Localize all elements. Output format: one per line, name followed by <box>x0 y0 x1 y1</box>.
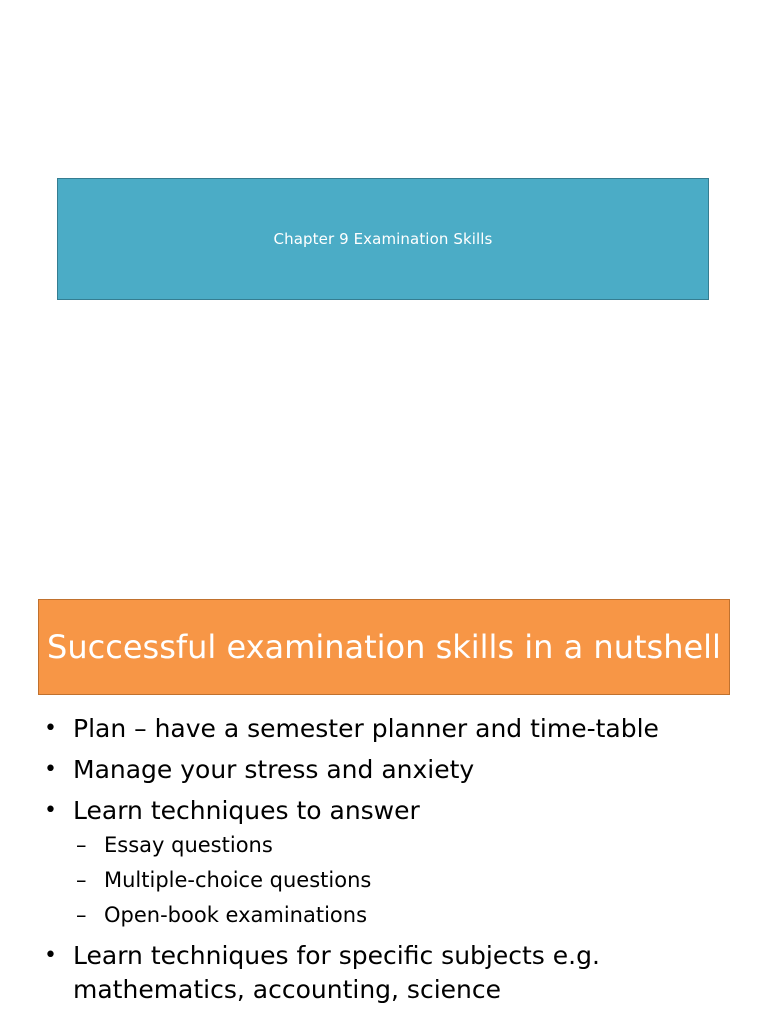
sub-bullet-item <box>44 901 744 929</box>
chapter-title-box <box>57 178 709 300</box>
chapter-title: Chapter 9 Examination Skills <box>273 230 493 248</box>
sub-bullet-item <box>44 866 744 894</box>
bullet-item <box>44 753 744 787</box>
sub-bullet-text: Multiple-choice questions <box>104 868 372 892</box>
bullet-text: Manage your stress and anxiety <box>73 755 475 784</box>
bullet-text: Learn techniques for specific subjects e.g. mathematics, accounting, science <box>73 941 600 1004</box>
bullet-item <box>44 794 744 828</box>
sub-bullet-text: Essay questions <box>104 833 273 857</box>
bullet-text: Plan – have a semester planner and time-table <box>73 714 659 743</box>
bullet-dot-icon: • <box>44 943 57 968</box>
sub-bullet-item <box>44 831 744 859</box>
bullet-item <box>44 939 744 1007</box>
dash-icon: – <box>76 868 87 892</box>
bullet-dot-icon: • <box>44 757 57 782</box>
bullet-item <box>44 712 744 746</box>
bullet-dot-icon: • <box>44 716 57 741</box>
bullet-list <box>44 712 744 1014</box>
sub-bullet-text: Open-book examinations <box>104 903 368 927</box>
sub-bullet-list <box>44 831 744 929</box>
dash-icon: – <box>76 833 87 857</box>
section-heading: Successful examination skills in a nutshell <box>47 628 721 666</box>
dash-icon: – <box>76 903 87 927</box>
section-heading-box <box>38 599 730 695</box>
bullet-text: Learn techniques to answer <box>73 796 420 825</box>
bullet-dot-icon: • <box>44 798 57 823</box>
